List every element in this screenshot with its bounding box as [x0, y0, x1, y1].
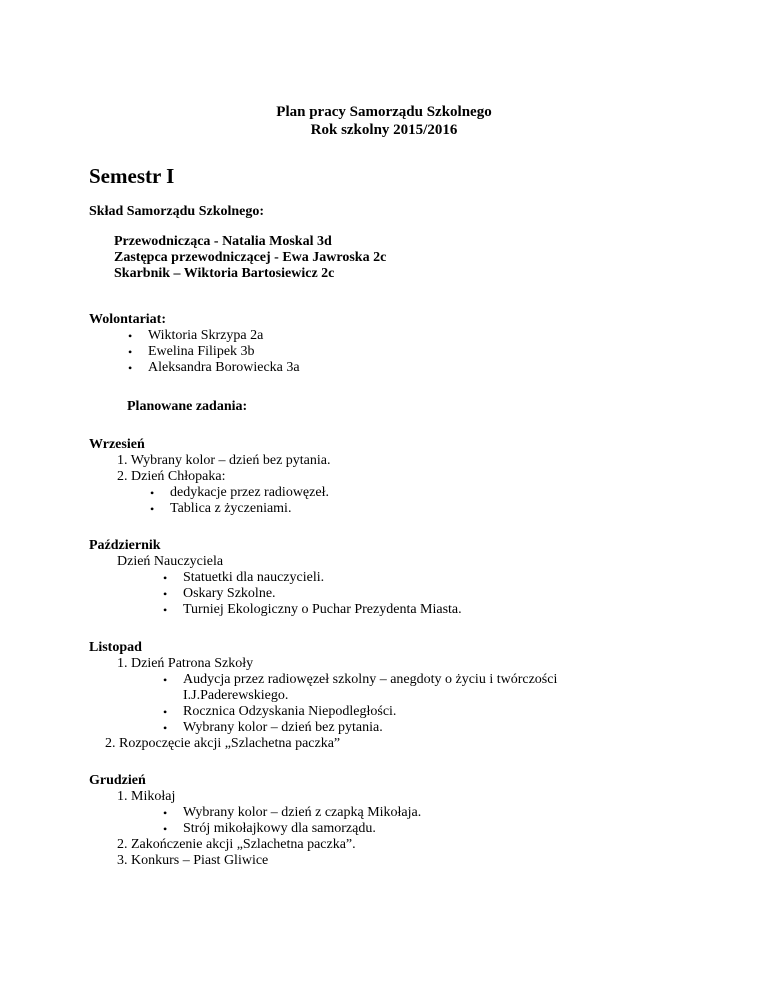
- bullet-icon: •: [128, 345, 133, 359]
- list-item: • Strój mikołajkowy dla samorządu.: [163, 821, 376, 836]
- list-item: • Oskary Szkolne.: [163, 586, 276, 601]
- list-item: • dedykacje przez radiowęzeł.: [150, 485, 329, 500]
- event-label: Dzień Nauczyciela: [117, 554, 224, 569]
- month-heading-november: Listopad: [89, 640, 142, 655]
- bullet-icon: •: [163, 587, 168, 601]
- bullet-icon: •: [163, 571, 168, 585]
- title-line-2: Rok szkolny 2015/2016: [310, 122, 458, 138]
- bullet-icon: •: [163, 673, 168, 687]
- list-item: • Statuetki dla nauczycieli.: [163, 570, 325, 585]
- month-heading-december: Grudzień: [89, 773, 146, 788]
- month-heading-october: Październik: [89, 538, 161, 553]
- bullet-icon: •: [163, 806, 168, 820]
- list-item: 2. Rozpoczęcie akcji „Szlachetna paczka”: [105, 736, 341, 751]
- volunteering-heading: Wolontariat:: [89, 312, 166, 327]
- document-title: [0, 104, 768, 138]
- list-item: • Turniej Ekologiczny o Puchar Prezydenta Miasta.: [163, 602, 462, 617]
- list-item: 1. Mikołaj: [117, 789, 176, 804]
- bullet-icon: •: [150, 486, 155, 500]
- list-item: • Wybrany kolor – dzień z czapką Mikołaja.: [163, 805, 422, 820]
- bullet-icon: •: [150, 502, 155, 516]
- list-item: • Audycja przez radiowęzeł szkolny – anegdoty o życiu i twórczości: [163, 672, 558, 687]
- council-member: Przewodnicząca - Natalia Moskal 3d: [114, 234, 332, 249]
- list-item: • Wybrany kolor – dzień bez pytania.: [163, 720, 383, 735]
- title-line-1: Plan pracy Samorządu Szkolnego: [276, 104, 492, 120]
- bullet-icon: •: [128, 329, 133, 343]
- list-item: • Aleksandra Borowiecka 3a: [128, 360, 300, 375]
- list-item: 1. Dzień Patrona Szkoły: [117, 656, 254, 671]
- bullet-icon: •: [163, 705, 168, 719]
- month-heading-september: Wrzesień: [89, 437, 145, 452]
- planned-tasks-heading: Planowane zadania:: [127, 399, 248, 414]
- list-item: • Rocznica Odzyskania Niepodległości.: [163, 704, 397, 719]
- bullet-icon: •: [163, 822, 168, 836]
- list-item: 3. Konkurs – Piast Gliwice: [117, 853, 269, 868]
- bullet-icon: •: [163, 603, 168, 617]
- council-member: Zastępca przewodniczącej - Ewa Jawroska 2c: [114, 250, 387, 265]
- list-item: • Wiktoria Skrzypa 2a: [128, 328, 264, 343]
- list-item-continuation: I.J.Paderewskiego.: [183, 688, 289, 703]
- list-item: 1. Wybrany kolor – dzień bez pytania.: [117, 453, 331, 468]
- council-heading: Skład Samorządu Szkolnego:: [89, 204, 265, 219]
- bullet-icon: •: [163, 721, 168, 735]
- list-item: • Tablica z życzeniami.: [150, 501, 292, 516]
- list-item: 2. Zakończenie akcji „Szlachetna paczka”.: [117, 837, 356, 852]
- list-item: 2. Dzień Chłopaka:: [117, 469, 226, 484]
- council-member: Skarbnik – Wiktoria Bartosiewicz 2c: [114, 266, 335, 281]
- bullet-icon: •: [128, 361, 133, 375]
- semester-heading: Semestr I: [89, 164, 175, 188]
- list-item: • Ewelina Filipek 3b: [128, 344, 255, 359]
